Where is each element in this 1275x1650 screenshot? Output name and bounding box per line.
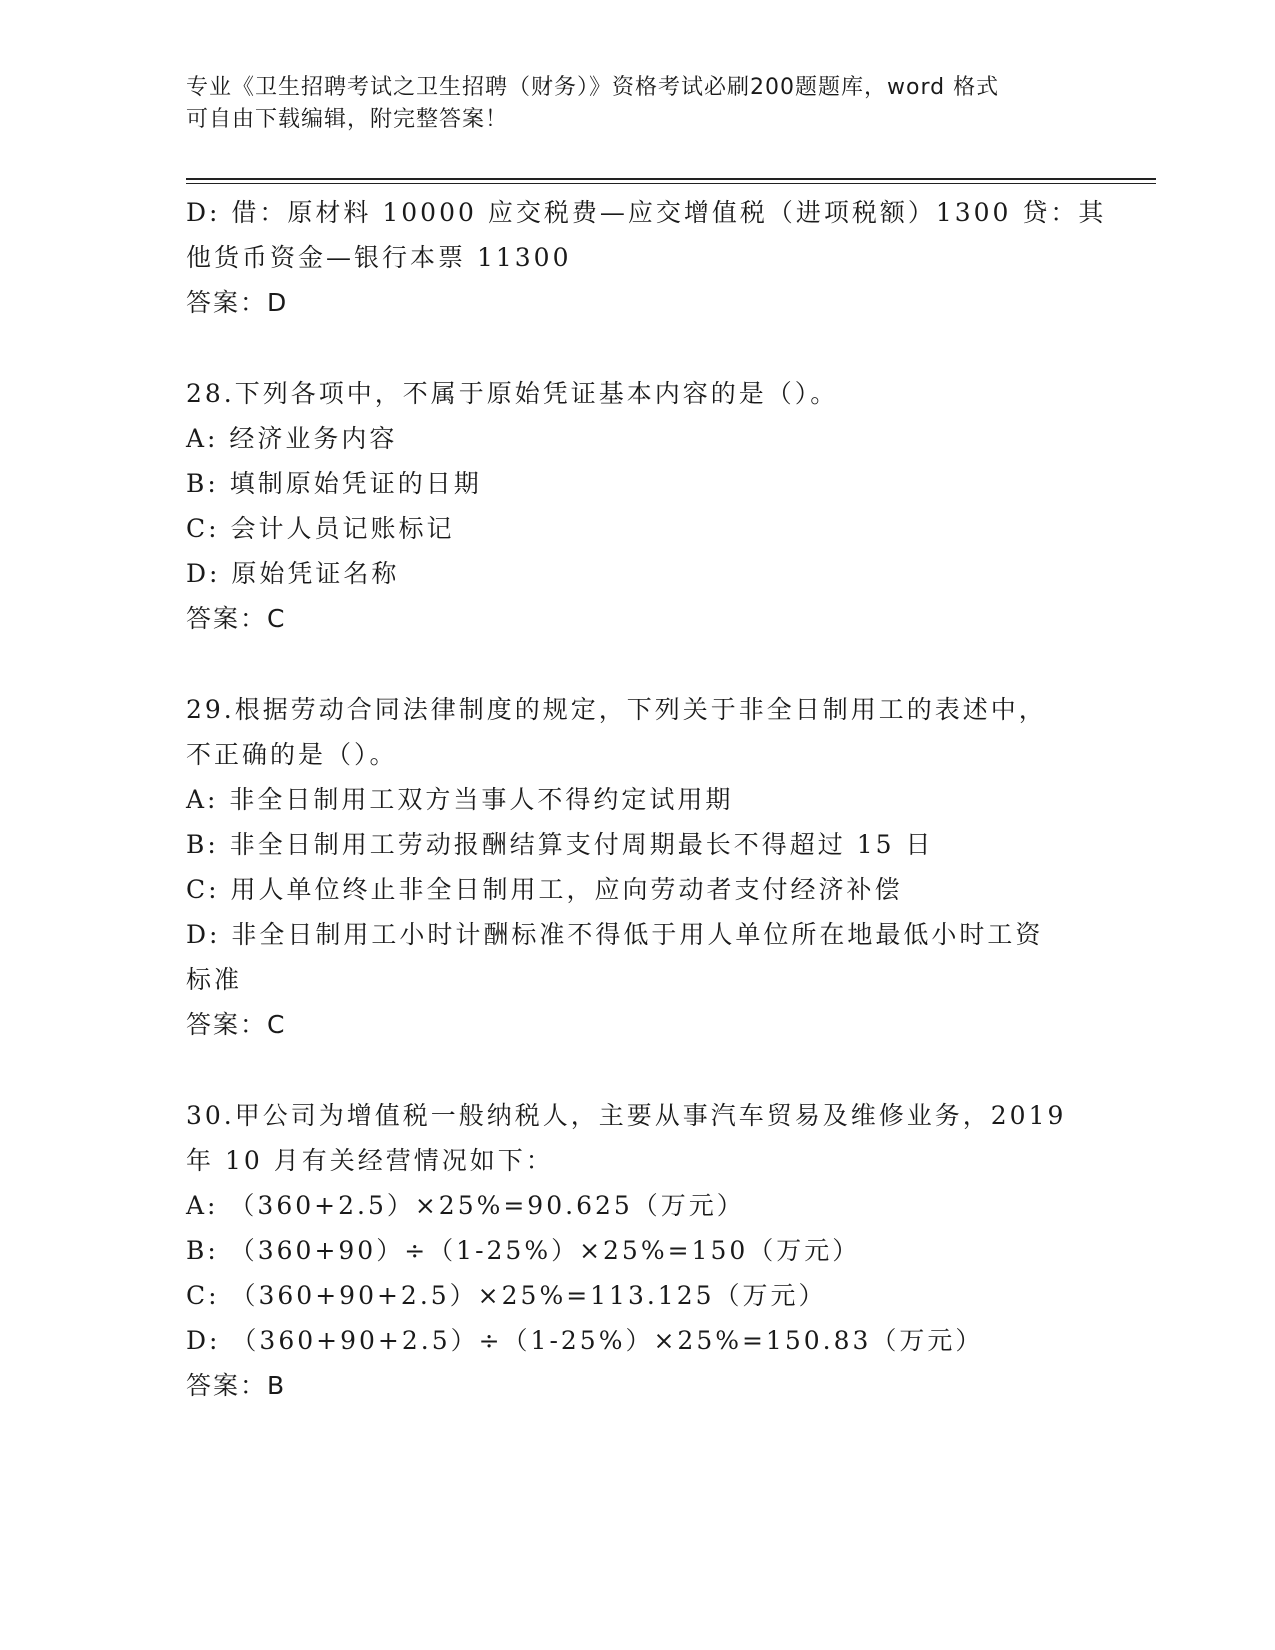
document-body [186,190,1107,1408]
header-line-1: 专业《卫生招聘考试之卫生招聘（财务）》资格考试必刷200题题库，word 格式 [186,75,1000,100]
option-d-line: D: 借：原材料 10000 应交税费—应交增值税（进项税额）1300 贷：其 [186,198,1107,227]
question-block-29 [186,687,1066,1047]
answer-line: 答案：B [186,1371,287,1400]
option-b: B: 非全日制用工劳动报酬结算支付周期最长不得超过 15 日 [186,830,934,859]
option-a: A: （360+2.5）×25%=90.625（万元） [186,1191,745,1220]
option-c: C: 用人单位终止非全日制用工，应向劳动者支付经济补偿 [186,875,903,904]
spacer [186,325,1066,371]
header-divider [186,178,1156,180]
option-d: D: 原始凭证名称 [186,559,400,588]
option-c: C: （360+90+2.5）×25%=113.125（万元） [186,1281,827,1310]
question-stem: 30.甲公司为增值税一般纳税人，主要从事汽车贸易及维修业务，2019 [186,1101,1067,1130]
option-d: 标准 [186,965,243,994]
answer-line: 答案：D [186,288,289,317]
option-b: B: 填制原始凭证的日期 [186,469,482,498]
option-d: D: 非全日制用工小时计酬标准不得低于用人单位所在地最低小时工资 [186,920,1044,949]
option-a: A: 经济业务内容 [186,424,398,453]
header-line-2: 可自由下载编辑，附完整答案！ [186,107,509,132]
spacer [186,1047,1066,1093]
question-stem: 28.下列各项中，不属于原始凭证基本内容的是（）。 [186,379,839,408]
question-stem: 29.根据劳动合同法律制度的规定，下列关于非全日制用工的表述中， [186,695,1047,724]
question-block-27 [186,190,1107,325]
spacer [186,641,1066,687]
question-block-28 [186,371,1066,641]
question-stem: 不正确的是（）。 [186,740,398,769]
answer-line: 答案：C [186,1010,287,1039]
option-a: A: 非全日制用工双方当事人不得约定试用期 [186,785,734,814]
option-d-line: 他货币资金—银行本票 11300 [186,243,572,272]
option-b: B: （360+90）÷（1-25%）×25%=150（万元） [186,1236,861,1265]
answer-line: 答案：C [186,604,287,633]
question-stem: 年 10 月有关经营情况如下： [186,1146,554,1175]
question-block-30 [186,1093,1066,1408]
header-divider-thin [186,183,1156,184]
option-c: C: 会计人员记账标记 [186,514,455,543]
option-d: D: （360+90+2.5）÷（1-25%）×25%=150.83（万元） [186,1326,984,1355]
document-header [186,72,1086,136]
